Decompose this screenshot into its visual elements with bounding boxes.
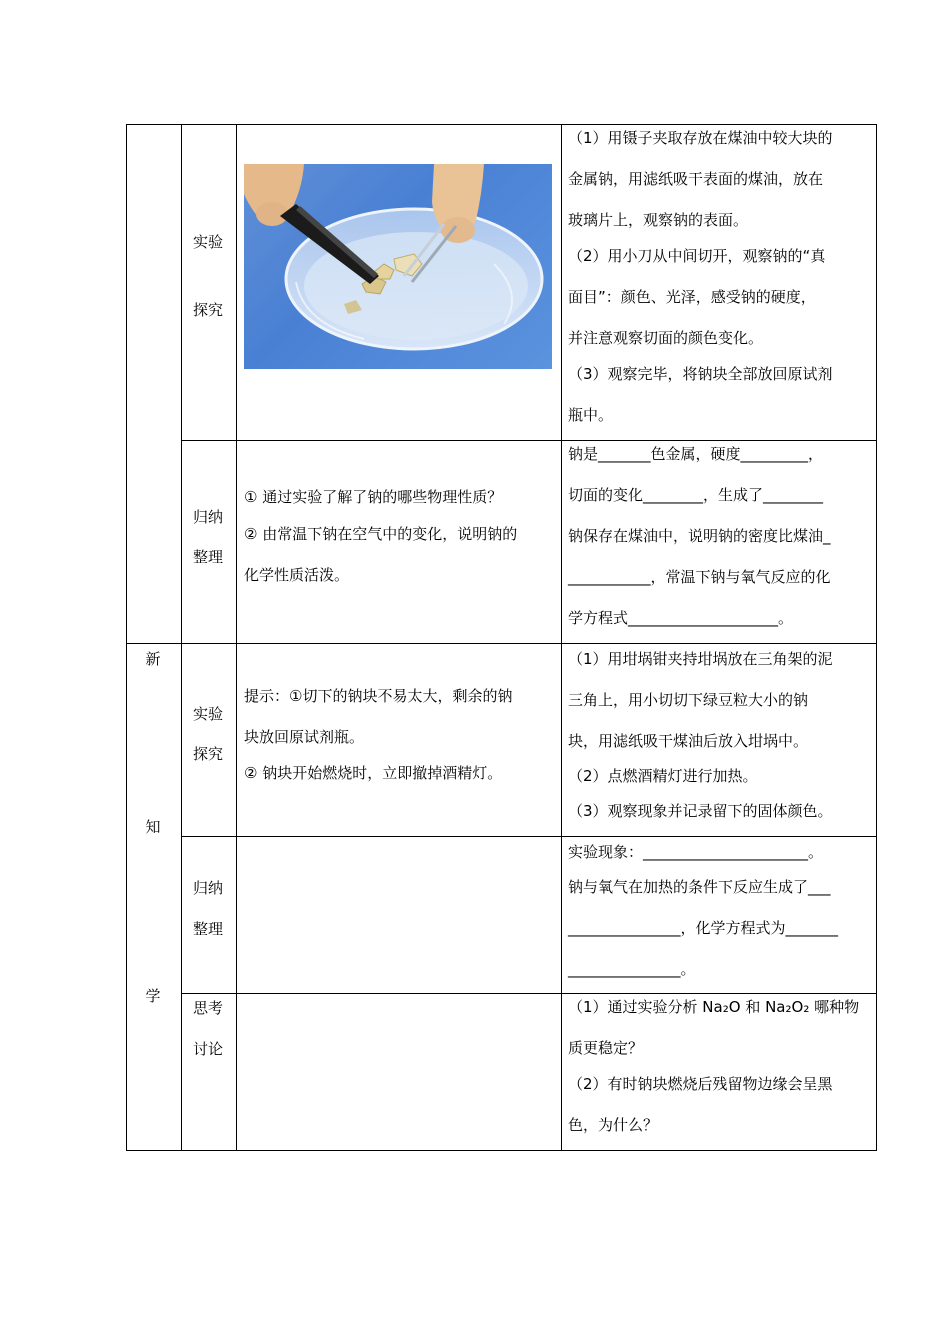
column-divider-1 — [181, 124, 182, 1151]
table-border-right — [876, 124, 877, 1151]
row-divider-3 — [181, 836, 877, 837]
row5-right-line3: （2）有时钠块燃烧后残留物边缘会呈黑 — [568, 1075, 833, 1093]
row1-right-line3: 玻璃片上，观察钠的表面。 — [568, 211, 749, 229]
row3-label-line2: 探究 — [193, 745, 224, 763]
row3-middle-line2: 块放回原试剂瓶。 — [244, 728, 365, 746]
row2-middle-line1: ① 通过实验了解了钠的哪些物理性质？ — [244, 488, 503, 506]
row1-right-line7: （3）观察完毕，将钠块全部放回原试剂 — [568, 365, 833, 383]
row1-right-line6: 并注意观察切面的颜色变化。 — [568, 329, 764, 347]
row-divider-4 — [181, 993, 877, 994]
row2-label-line2: 整理 — [193, 548, 224, 566]
row2-right-line3: 钠保存在煤油中，说明钠的密度比煤油_ — [568, 527, 831, 545]
row4-right-line4: _______________。 — [568, 960, 696, 978]
sodium-experiment-photo — [244, 164, 552, 369]
row2-right-line5: 学方程式____________________。 — [568, 609, 794, 627]
row3-right-line3: 块，用滤纸吸干煤油后放入坩埚中。 — [568, 732, 809, 750]
table-border-bottom — [126, 1150, 877, 1151]
row2-right-line4: ___________，常温下钠与氧气反应的化 — [568, 568, 831, 586]
column-divider-3 — [561, 124, 562, 1151]
row2-middle-line2: ② 由常温下钠在空气中的变化，说明钠的 — [244, 525, 518, 543]
row3-right-line5: （3）观察现象并记录留下的固体颜色。 — [568, 802, 833, 820]
row3-label-line1: 实验 — [193, 705, 224, 723]
row1-right-line8: 瓶中。 — [568, 406, 614, 424]
row2-right-line1: 钠是_______色金属，硬度_________， — [568, 445, 824, 463]
column-divider-2 — [236, 124, 237, 1151]
side-label-char-1: 新 — [145, 650, 161, 668]
row1-right-line4: （2）用小刀从中间切开，观察钠的“真 — [568, 247, 826, 265]
row3-right-line2: 三角上，用小切切下绿豆粒大小的钠 — [568, 691, 809, 709]
table-border-left — [126, 124, 127, 1151]
row5-right-line4: 色，为什么？ — [568, 1116, 659, 1134]
table-border-top — [126, 124, 877, 125]
row3-right-line1: （1）用坩埚钳夹持坩埚放在三角架的泥 — [568, 650, 833, 668]
row-divider-2 — [126, 643, 877, 644]
row1-label-line1: 实验 — [193, 233, 224, 251]
side-label-char-3: 学 — [145, 987, 161, 1005]
row-divider-1 — [181, 440, 877, 441]
row2-label-line1: 归纳 — [193, 508, 224, 526]
row5-right-line1: （1）通过实验分析 Na₂O 和 Na₂O₂ 哪种物 — [568, 998, 860, 1016]
row4-right-line3: _______________，化学方程式为_______ — [568, 919, 839, 937]
row1-right-line2: 金属钠，用滤纸吸干表面的煤油，放在 — [568, 170, 824, 188]
row5-label-line1: 思考 — [193, 999, 224, 1017]
row3-right-line4: （2）点燃酒精灯进行加热。 — [568, 767, 758, 785]
row2-middle-line3: 化学性质活泼。 — [244, 566, 350, 584]
row4-right-line2: 钠与氧气在加热的条件下反应生成了___ — [568, 878, 831, 896]
side-label-char-2: 知 — [145, 818, 161, 836]
row3-middle-line3: ② 钠块开始燃烧时，立即撤掉酒精灯。 — [244, 764, 503, 782]
row1-label-line2: 探究 — [193, 301, 224, 319]
row2-right-line2: 切面的变化________，生成了________ — [568, 486, 824, 504]
row4-label-line1: 归纳 — [193, 879, 224, 897]
row5-label-line2: 讨论 — [193, 1040, 224, 1058]
row1-right-line5: 面目”：颜色、光泽，感受钠的硬度， — [568, 288, 816, 306]
row4-label-line2: 整理 — [193, 920, 224, 938]
row5-right-line2: 质更稳定？ — [568, 1039, 644, 1057]
row4-right-line1: 实验现象：______________________。 — [568, 843, 824, 861]
row3-middle-line1: 提示：①切下的钠块不易太大，剩余的钠 — [244, 687, 513, 705]
row1-right-line1: （1）用镊子夹取存放在煤油中较大块的 — [568, 129, 833, 147]
